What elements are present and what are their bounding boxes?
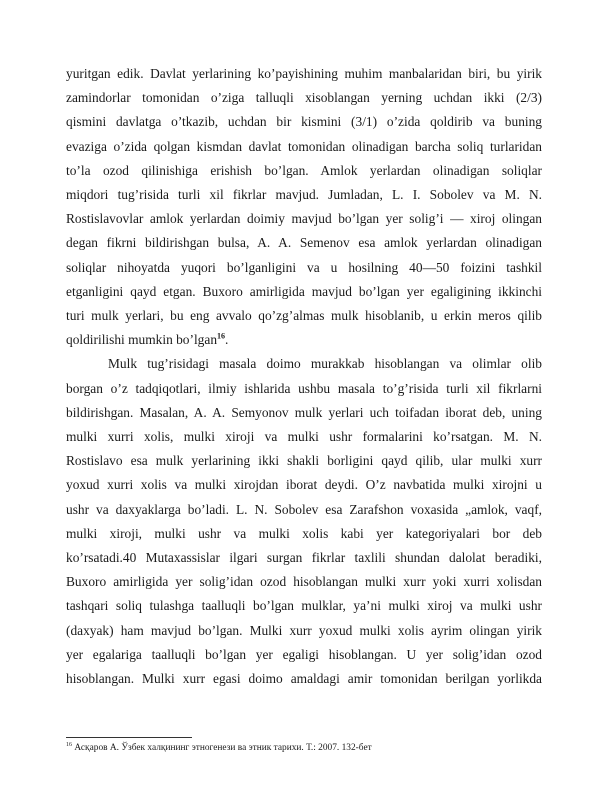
text-line: miqdori tug’risida turli xil fikrlar mavjud. Jumladan, L. I. Sobolev va M. N. xyxy=(66,187,542,203)
text-line-indented: Mulk tug’risidagi masala doimo murakkab hisoblangan va olimlar olib xyxy=(108,356,542,372)
text-line: etganligini qayd etgan. Buxoro amirligida mavjud bo’lgan yer egaligining ikkinchi xyxy=(66,283,542,299)
text-line: yoxud xurri xolis va mulki xirojdan iborat deydi. O’z navbatida mulki xirojni u xyxy=(66,477,542,493)
footnote-number: 16 xyxy=(66,741,72,748)
text-line: tashqari soliq tulashga taalluqli bo’lgan mulklar, ya’ni mulki xiroj va mulki ushr xyxy=(66,598,542,614)
text-line: Buxoro amirligida yer solig’idan ozod hisoblangan mulki xurr yoki xurri xolisdan xyxy=(66,574,542,590)
text-line: degan fikrni bildirishgan bulsa, A. A. Semenov esa amlok yerlardan olinadigan xyxy=(66,235,542,251)
text-line: qismini davlatga o’tkazib, uchdan bir kismini (3/1) o’zida qoldirib va buning xyxy=(66,114,542,130)
text-line: yuritgan edik. Davlat yerlarining ko’payishining muhim manbalaridan biri, bu yirik xyxy=(66,66,542,81)
text-line: hisoblangan. Mulki xurr egasi doimo amaldagi amir tomonidan berilgan yorlikda xyxy=(66,671,542,687)
paragraph-1 xyxy=(66,62,542,352)
text-line: zamindorlar tomonidan o’ziga talluqli xisoblangan yerning uchdan ikki (2/3) xyxy=(66,90,542,106)
text-line-last xyxy=(66,328,542,352)
footnote-text: Асқаров А. Ўзбек халқининг этногенези ва этник тарихи. Т.: 2007. 132-бет xyxy=(72,743,372,753)
text-line: bildirishgan. Masalan, A. A. Semyonov mulk yerlari uch toifadan iborat deb, uning xyxy=(66,404,542,420)
text-line: soliqlar nihoyatda yuqori bo’lganligini va u hosilning 40—50 foizini tashkil xyxy=(66,259,542,275)
text-fragment: qoldirilishi mumkin bo’lgan xyxy=(66,332,218,348)
text-line: mulki xurri xolis, mulki xiroji va mulki ushr formalarini ko’rsatgan. M. N. xyxy=(66,429,542,445)
text-fragment-end: . xyxy=(225,332,229,348)
footnote xyxy=(66,742,542,754)
text-line: borgan o’z tadqiqotlari, ilmiy ishlarida ushbu masala to’g’risida turli xil fikrlarni xyxy=(66,380,542,396)
text-line: Rostislavo esa mulk yerlarining ikki shakli borligini qayd qilib, ular mulki xurr xyxy=(66,453,542,469)
text-line: (daxyak) ham mavjud bo’lgan. Mulki xurr yoxud mulki xolis ayrim olingan yirik xyxy=(66,622,542,638)
paragraph-2 xyxy=(66,352,542,691)
text-line: ushr va daxyaklarga bo’ladi. L. N. Sobolev esa Zarafshon voxasida „amlok, vaqf, xyxy=(66,501,542,517)
text-line: Rostislavovlar amlok yerlardan doimiy mavjud bo’lgan yer solig’i — xiroj olingan xyxy=(66,211,542,227)
text-line: yer egalariga taalluqli bo’lgan yer egaligi hisoblangan. U yer solig’idan ozod xyxy=(66,646,542,662)
footnote-divider xyxy=(66,737,192,738)
footnote-reference[interactable]: 16 xyxy=(217,331,226,341)
text-line: mulki xiroji, mulki ushr va mulki xolis kabi yer kategoriyalari bor deb xyxy=(66,525,542,541)
text-line: evaziga o’zida qolgan kismdan davlat tomonidan olinadigan barcha soliq turlaridan xyxy=(66,138,542,154)
text-line: to’la ozod qilinishiga erishish bo’lgan. Amlok yerlardan olinadigan soliqlar xyxy=(66,162,542,178)
document-body xyxy=(66,62,542,691)
text-line: ko’rsatadi.40 Mutaxassislar ilgari surgan fikrlar taxlili shundan dalolat beradiki, xyxy=(66,550,542,566)
text-line: turi mulk yerlari, bu eng avvalo qo’zg’almas mulk hisoblanib, u erkin meros qilib xyxy=(66,308,542,324)
